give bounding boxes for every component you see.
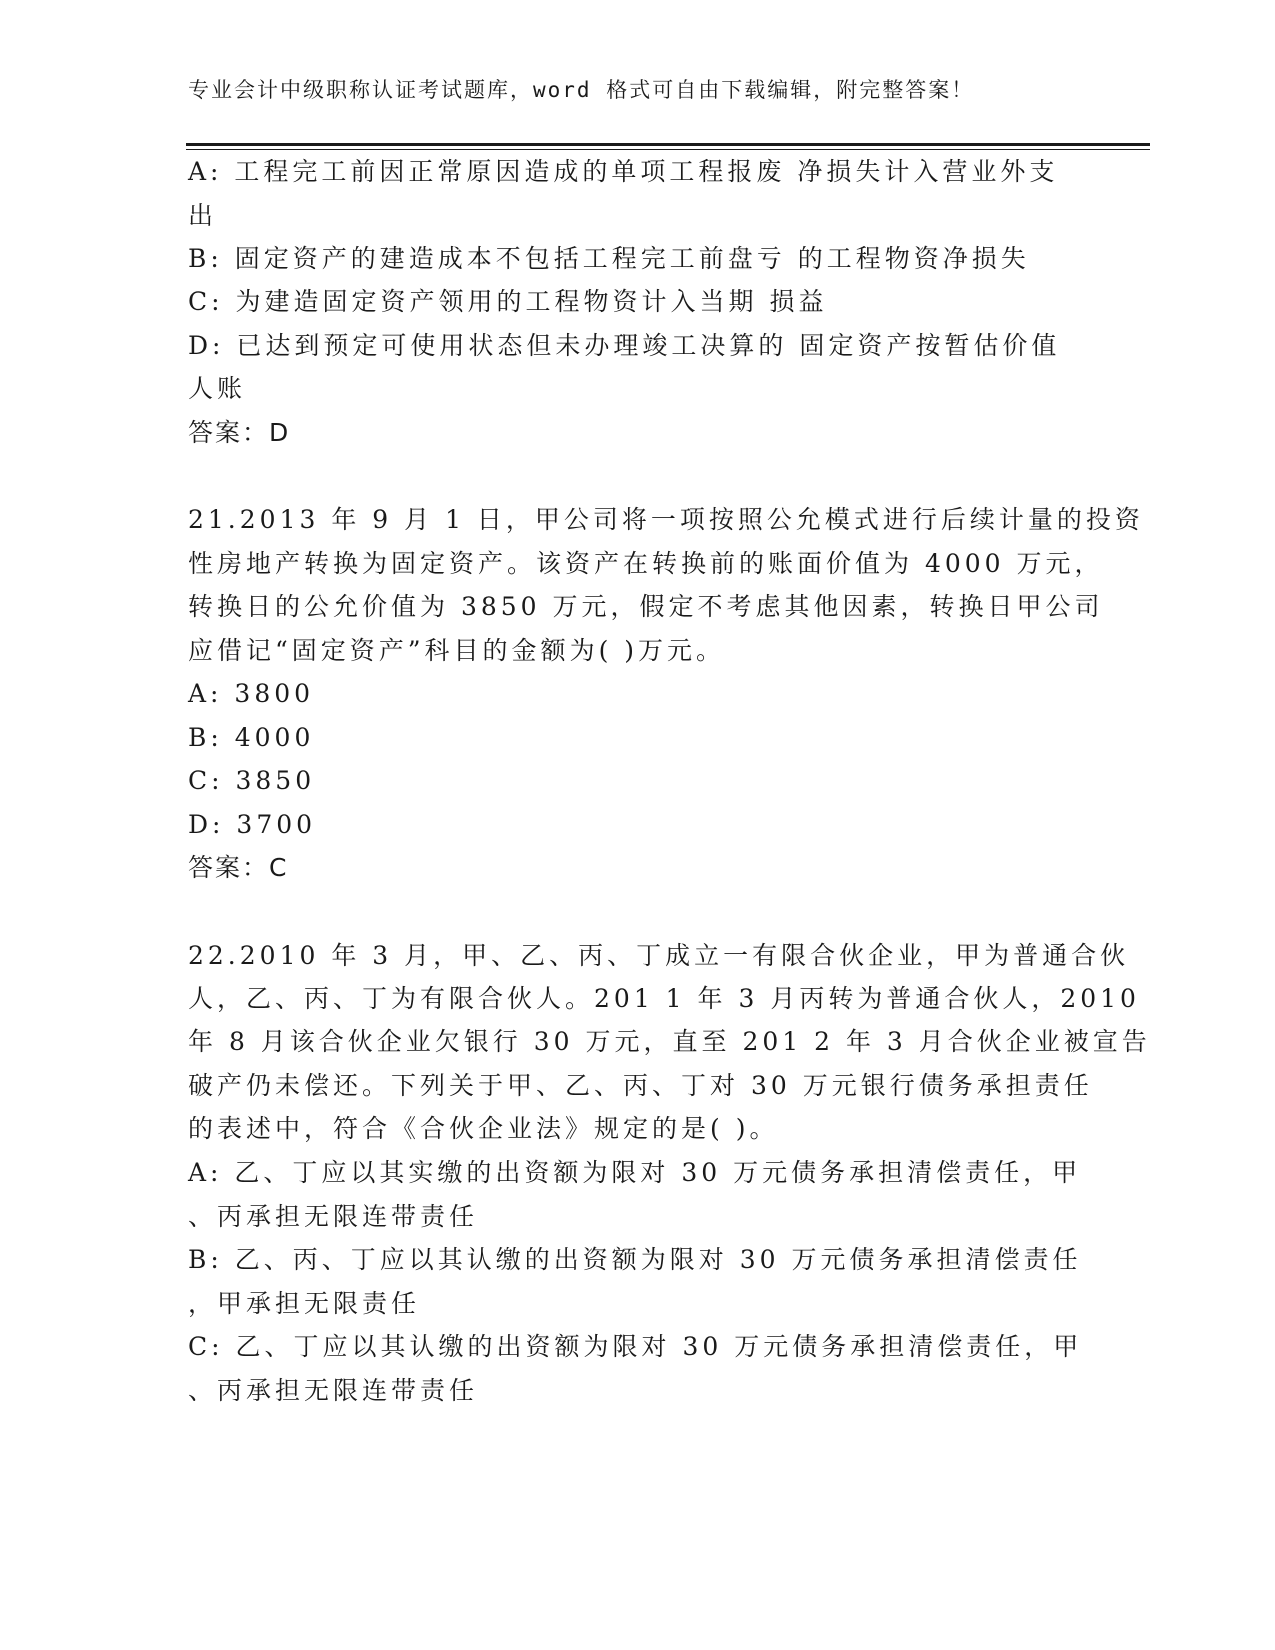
q20-option-c: C: 为建造固定资产领用的工程物资计入当期 损益 bbox=[188, 287, 828, 316]
q20-option-a-line2: 出 bbox=[188, 201, 218, 230]
q22-stem-line4: 破产仍未偿还。下列关于甲、乙、丙、丁对 30 万元银行债务承担责任 bbox=[188, 1071, 1093, 1100]
page-header-title: 专业会计中级职称认证考试题库，word 格式可自由下载编辑，附完整答案！ bbox=[188, 78, 975, 102]
q22-option-c-line1: C: 乙、丁应以其认缴的出资额为限对 30 万元债务承担清偿责任，甲 bbox=[188, 1332, 1083, 1361]
q21-answer: 答案：C bbox=[188, 853, 289, 882]
q21-option-a: A: 3800 bbox=[188, 679, 315, 708]
q20-option-d-line2: 人账 bbox=[188, 374, 247, 403]
header-rule-thin bbox=[186, 149, 1150, 150]
q20-option-a-line1: A: 工程完工前因正常原因造成的单项工程报废 净损失计入营业外支 bbox=[188, 157, 1059, 186]
header-rule-thick bbox=[186, 143, 1150, 146]
q21-option-c: C: 3850 bbox=[188, 766, 316, 795]
q22-stem-line3: 年 8 月该合伙企业欠银行 30 万元，直至 201 2 年 3 月合伙企业被宣告 bbox=[188, 1027, 1151, 1056]
q21-stem-line3: 转换日的公允价值为 3850 万元，假定不考虑其他因素，转换日甲公司 bbox=[188, 592, 1104, 621]
q20-option-d-line1: D: 已达到预定可使用状态但未办理竣工决算的 固定资产按暂估价值 bbox=[188, 331, 1061, 360]
q22-option-a-line1: A: 乙、丁应以其实缴的出资额为限对 30 万元债务承担清偿责任，甲 bbox=[188, 1158, 1082, 1187]
q20-answer: 答案：D bbox=[188, 418, 291, 447]
q21-option-d: D: 3700 bbox=[188, 810, 317, 839]
q21-stem-line1: 21.2013 年 9 月 1 日，甲公司将一项按照公允模式进行后续计量的投资 bbox=[188, 505, 1144, 534]
q22-option-c-line2: 、丙承担无限连带责任 bbox=[188, 1376, 479, 1405]
q22-option-b-line1: B: 乙、丙、丁应以其认缴的出资额为限对 30 万元债务承担清偿责任 bbox=[188, 1245, 1082, 1274]
q22-option-a-line2: 、丙承担无限连带责任 bbox=[188, 1202, 479, 1231]
q21-option-b: B: 4000 bbox=[188, 723, 315, 752]
q21-stem-line2: 性房地产转换为固定资产。该资产在转换前的账面价值为 4000 万元， bbox=[188, 549, 1104, 578]
q22-stem-line5: 的表述中，符合《合伙企业法》规定的是( )。 bbox=[188, 1114, 779, 1143]
q22-stem-line2: 人，乙、丙、丁为有限合伙人。201 1 年 3 月丙转为普通合伙人，2010 bbox=[188, 984, 1140, 1013]
q21-stem-line4: 应借记“固定资产”科目的金额为( )万元。 bbox=[188, 636, 726, 665]
q22-stem-line1: 22.2010 年 3 月，甲、乙、丙、丁成立一有限合伙企业，甲为普通合伙 bbox=[188, 941, 1130, 970]
q22-option-b-line2: ，甲承担无限责任 bbox=[188, 1289, 421, 1318]
q20-option-b: B: 固定资产的建造成本不包括工程完工前盘亏 的工程物资净损失 bbox=[188, 244, 1030, 273]
